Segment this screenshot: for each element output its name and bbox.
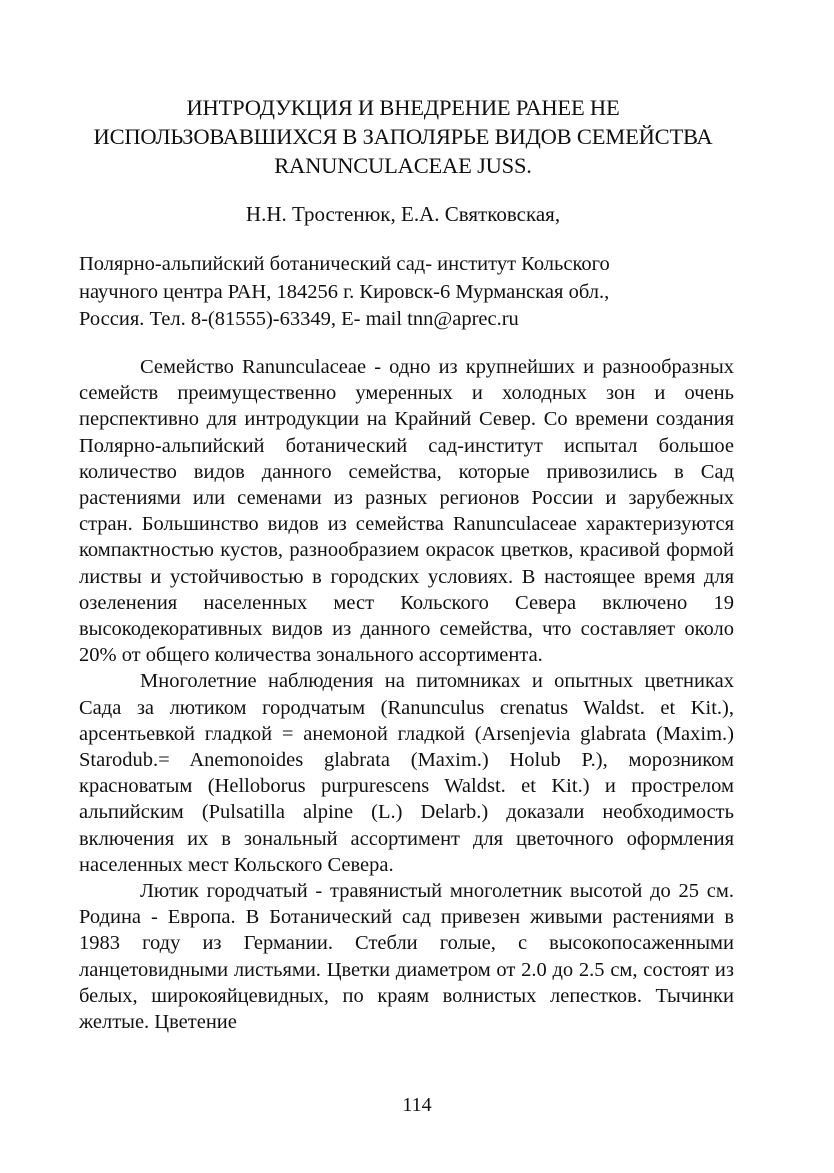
paragraph-1: Семейство Ranunculaceae - одно из крупнейших и разнообразных семейств преимущественно умеренных и холодных зон и очень перспективно для интродукции на Крайний Север. Со времени создания Полярно-альпийский ботанический сад-институт испытал большое количество видов данного семейства, которые привозились в Сад растениями или семенами из разных регионов России и зарубежных стран. Большинство видов из семейства Ranunculaceae характеризуются компактностью кустов, разнообразием окрасок цветков, красивой формой листвы и устойчивостью в городских условиях. В настоящее время для озеленения населенных мест Кольского Севера включено 19 высокодекоративных видов из данного семейства, что составляет около 20% от общего количества зонального ассортимента.	[79, 356, 734, 667]
paragraph-3: Лютик городчатый - травянистый многолетник высотой до 25 см. Родина - Европа. В Ботанический сад привезен живыми растениями в 1983 году из Германии. Стебли голые, с высокопосаженными ланцетовидными листьями. Цветки диаметром от 2.0 до 2.5 см, состоят из белых, широкояйцевидных, по краям волнистых лепестков. Тычинки желтые. Цветение	[79, 880, 734, 1034]
page-number: 114	[402, 1094, 432, 1116]
affiliation-line-3: Россия. Тел. 8-(81555)-63349, Е- mail tnn@aprec.ru	[79, 308, 519, 330]
title-line-2: ИСПОЛЬЗОВАВШИХСЯ В ЗАПОЛЯРЬЕ ВИДОВ СЕМЕЙСТВА	[93, 124, 713, 149]
affiliation	[79, 251, 719, 334]
article-title	[78, 93, 728, 180]
body-text	[79, 354, 734, 1035]
paragraph-2: Многолетние наблюдения на питомниках и опытных цветниках Сада за лютиком городчатым (Ranunculus crenatus Waldst. et Kit.), арсентьевкой гладкой = анемоной гладкой (Arsenjevia glabrata (Maxim.) Starodub.= Anemonoides glabrata (Maxim.) Holub P.), морозником красноватым (Helloborus purpurescens Waldst. et Kit.) и прострелом альпийским (Pulsatilla alpine (L.) Delarb.) доказали необходимость включения их в зональный ассортимент для цветочного оформления населенных мест Кольского Севера.	[79, 670, 734, 876]
title-line-3: RANUNCULACEAE JUSS.	[274, 153, 532, 178]
title-line-1: ИНТРОДУКЦИЯ И ВНЕДРЕНИЕ РАНЕЕ НЕ	[186, 95, 620, 120]
authors: Н.Н. Тростенюк, Е.А. Святковская,	[245, 202, 561, 226]
affiliation-line-2: научного центра РАН, 184256 г. Кировск-6 Мурманская обл.,	[79, 280, 610, 303]
affiliation-line-1: Полярно-альпийский ботанический сад- институт Кольского	[79, 253, 610, 275]
